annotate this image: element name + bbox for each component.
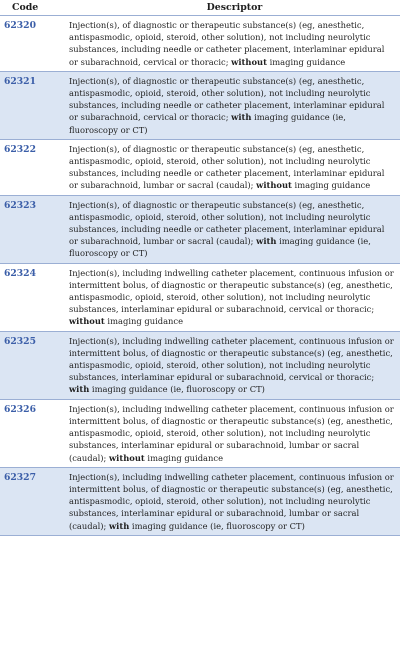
descriptor-emphasis: with [231, 112, 252, 123]
code-cell: 62327 [0, 467, 69, 535]
descriptor-emphasis: with [108, 520, 130, 531]
table-row [0, 331, 400, 399]
descriptor-column-header: Descriptor [69, 0, 400, 16]
descriptor-emphasis: without [256, 180, 292, 191]
descriptor-cell [69, 139, 400, 195]
descriptor-cell [69, 195, 400, 263]
code-cell: 62323 [0, 195, 69, 263]
code-cell: 62322 [0, 139, 69, 195]
table-row [0, 399, 400, 467]
table-row [0, 467, 400, 535]
code-cell: 62321 [0, 71, 69, 139]
descriptor-suffix: imaging guidance (ie, fluoroscopy or CT) [89, 384, 265, 395]
descriptor-cell [69, 71, 400, 139]
descriptor-text: Injection(s), of diagnostic or therapeutic substance(s) (eg, anesthetic, antispasmodic, opioid, steroid, other solution), not including neurolytic substances, including needle or catheter placement, interlaminar epidural or subarachnoid, lumbar or sacral (caudal); [69, 143, 385, 191]
code-cell: 62325 [0, 331, 69, 399]
code-column-header: Code [0, 0, 69, 16]
descriptor-cell [69, 467, 400, 535]
descriptor-emphasis: without [108, 452, 145, 463]
descriptor-suffix: imaging guidance [266, 56, 346, 67]
descriptor-cell [69, 331, 400, 399]
descriptor-emphasis: with [256, 236, 277, 247]
descriptor-emphasis: with [69, 384, 90, 395]
descriptor-cell [69, 399, 400, 467]
descriptor-text: Injection(s), including indwelling catheter placement, continuous infusion or intermittent bolus, of diagnostic or therapeutic substance(s) (eg, anesthetic, antispasmodic, opioid, steroid, other solution), not including neurolytic substances, interlaminar epidural or subarachnoid, cervical or thoracic; [69, 267, 394, 315]
descriptor-text: Injection(s), of diagnostic or therapeutic substance(s) (eg, anesthetic, antispasmodic, opioid, steroid, other solution), not including neurolytic substances, including needle or catheter placement, interlaminar epidural or subarachnoid, cervical or thoracic; [69, 20, 385, 67]
code-cell: 62326 [0, 399, 69, 467]
table-row [0, 263, 400, 331]
descriptor-text: Injection(s), including indwelling catheter placement, continuous infusion or intermittent bolus, of diagnostic or therapeutic substance(s) (eg, anesthetic, antispasmodic, opioid, steroid, other solution), not including neurolytic substances, interlaminar epidural or subarachnoid, cervical or thoracic; [69, 335, 394, 383]
table-row [0, 16, 400, 72]
descriptor-text: Injection(s), of diagnostic or therapeutic substance(s) (eg, anesthetic, antispasmodic, opioid, steroid, other solution), not including neurolytic substances, including needle or catheter placement, interlaminar epidural or subarachnoid, cervical or thoracic; [69, 75, 385, 123]
descriptor-cell [69, 16, 400, 72]
descriptor-suffix: imaging guidance [144, 452, 224, 463]
descriptor-suffix: imaging guidance (ie, fluoroscopy or CT) [129, 520, 305, 531]
table-row [0, 139, 400, 195]
descriptor-emphasis: without [69, 316, 105, 327]
descriptor-suffix: imaging guidance [291, 180, 371, 191]
descriptor-suffix: imaging guidance [104, 316, 184, 327]
descriptor-text: Injection(s), including indwelling catheter placement, continuous infusion or intermittent bolus, of diagnostic or therapeutic substance(s) (eg, anesthetic, antispasmodic, opioid, steroid, other solution), not including neurolytic substances, interlaminar epidural or subarachnoid, lumbar or sacral (caudal); [69, 403, 394, 463]
descriptor-emphasis: without [231, 56, 267, 67]
table-row [0, 195, 400, 263]
descriptor-cell [69, 263, 400, 331]
descriptor-text: Injection(s), of diagnostic or therapeutic substance(s) (eg, anesthetic, antispasmodic, opioid, steroid, other solution), not including neurolytic substances, including needle or catheter placement, interlaminar epidural or subarachnoid, lumbar or sacral (caudal); [69, 199, 385, 247]
table-header-row [0, 0, 400, 16]
descriptor-suffix: imaging guidance (ie, fluoroscopy or CT) [69, 112, 346, 135]
code-cell: 62324 [0, 263, 69, 331]
code-cell: 62320 [0, 16, 69, 72]
descriptor-text: Injection(s), including indwelling catheter placement, continuous infusion or intermittent bolus, of diagnostic or therapeutic substance(s) (eg, anesthetic, antispasmodic, opioid, steroid, other solution), not including neurolytic substances, interlaminar epidural or subarachnoid, lumbar or sacral (caudal); [69, 471, 394, 531]
table-row [0, 71, 400, 139]
descriptor-suffix: imaging guidance (ie, fluoroscopy or CT) [69, 236, 371, 259]
